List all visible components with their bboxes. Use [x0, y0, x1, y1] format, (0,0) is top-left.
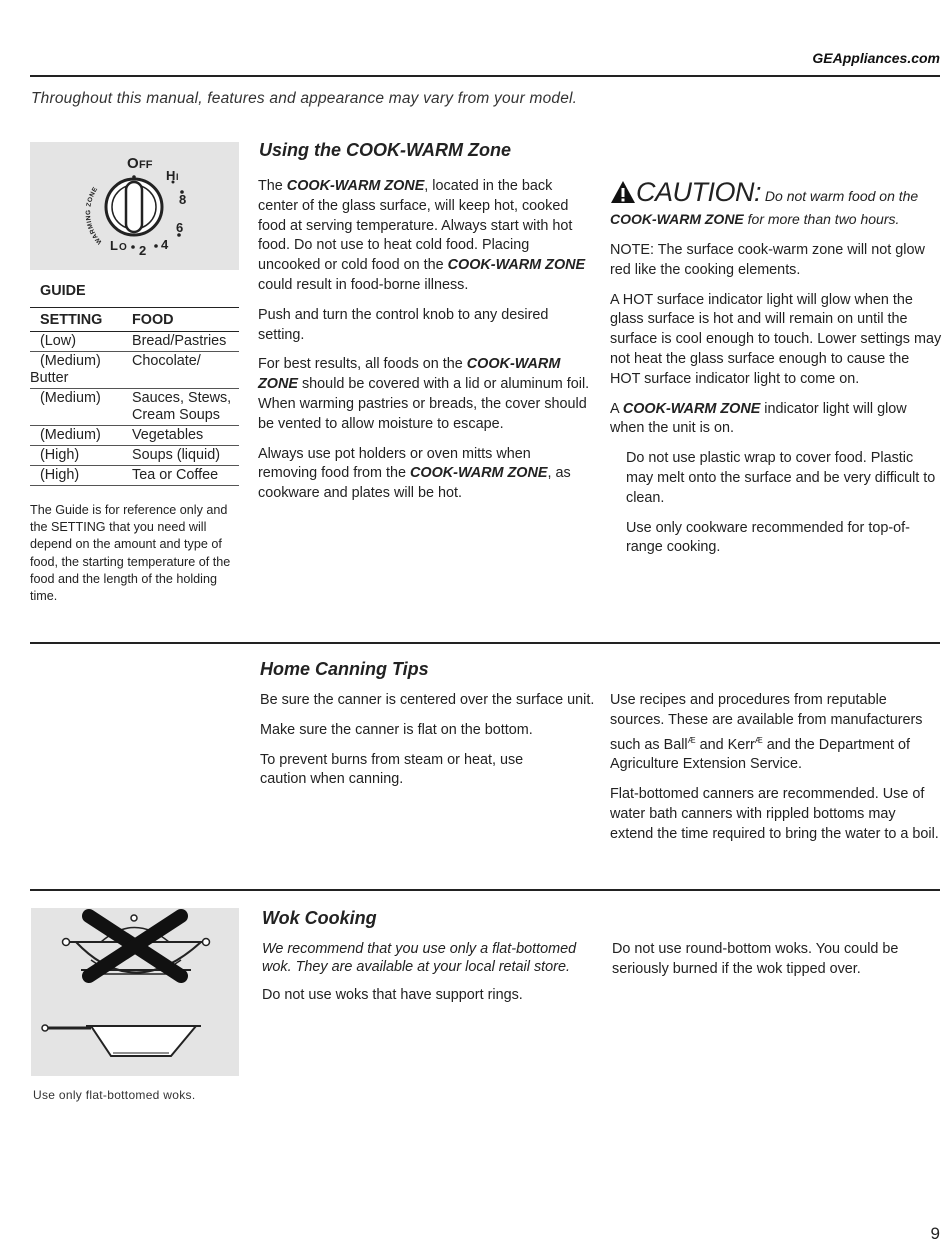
- table-row: [30, 466, 239, 486]
- food-cell: Bread/Pastries: [132, 332, 239, 352]
- canning-right-column: [610, 691, 942, 854]
- svg-text:L: L: [110, 238, 118, 253]
- svg-text:8: 8: [179, 192, 187, 207]
- table-row: [30, 446, 239, 466]
- cook-warm-column: [258, 177, 592, 514]
- table-row: [30, 426, 239, 446]
- svg-text:FF: FF: [139, 159, 153, 171]
- wok-right-column: [612, 940, 937, 990]
- food-cell: Vegetables: [132, 426, 239, 446]
- manual-subtitle: Throughout this manual, features and appearance may vary from your model.: [31, 90, 578, 107]
- wok-support-ring-warning: Do not use woks that have support rings.: [262, 987, 523, 1003]
- site-url: GEAppliances.com: [812, 50, 940, 66]
- svg-text:2: 2: [139, 243, 147, 258]
- setting-cell: (Medium): [40, 353, 101, 369]
- wok-round-bottom-warning: Do not use round-bottom woks. You could be seriously burned if the wok tipped over.: [612, 941, 899, 977]
- warning-triangle-icon: [610, 180, 636, 209]
- guide-col-setting: SETTING: [30, 308, 132, 332]
- wok-left-column: [262, 941, 592, 1016]
- canning-heading: Home Canning Tips: [260, 659, 429, 679]
- cook-warm-paragraph-4: Always use pot holders or oven mitts when removing food from the COOK-WARM ZONE, as cookware and plates will be hot.: [258, 445, 571, 502]
- guide-table: [30, 281, 239, 486]
- setting-cell: (High): [40, 467, 80, 483]
- cookware-recommendation: Use only cookware recommended for top-of-range cooking.: [626, 519, 910, 556]
- guide-note: The Guide is for reference only and the SETTING that you need will depend on the amount and type of food, the starting temperature of the food and the length of the holding time.: [30, 503, 231, 604]
- section-rule-2: [30, 889, 940, 891]
- setting-cell: (Low): [40, 333, 76, 349]
- wok-comparison-icon: [31, 908, 239, 1076]
- canning-tip-4: Use recipes and procedures from reputable sources. These are available from manufacturers such as Ball$^Æ$ and Kerr$^Æ$ and the Department of Agriculture Extension Service.: [610, 692, 923, 773]
- hot-indicator-paragraph: A HOT surface indicator light will glow when the glass surface is hot and will remain on until the surface is cool enough to touch. Lower settings may not heat the glass surface enough to cause the HOT surface indicator light to come on.: [610, 291, 942, 387]
- wok-illustration: [31, 908, 239, 1076]
- canning-tip-2: Make sure the canner is flat on the bottom.: [260, 721, 533, 738]
- plastic-wrap-warning: Do not use plastic wrap to cover food. Plastic may melt onto the surface and be very difficult to clean.: [626, 450, 936, 506]
- wok-caption: Use only flat-bottomed woks.: [33, 1088, 196, 1102]
- caution-column: [610, 177, 942, 568]
- caution-notice: CAUTION: Do not warm food on the COOK-WARM ZONE for more than two hours.: [610, 177, 919, 227]
- knob-illustration: [30, 142, 239, 270]
- wok-heading: Wok Cooking: [262, 908, 377, 928]
- control-knob-icon: [30, 142, 239, 270]
- table-row: [30, 389, 239, 426]
- cook-warm-paragraph-2: Push and turn the control knob to any desired setting.: [258, 306, 549, 343]
- caution-word: CAUTION:: [636, 177, 762, 207]
- canning-tip-3: To prevent burns from steam or heat, use caution when canning.: [260, 751, 524, 788]
- table-row: [30, 352, 239, 389]
- setting-cell: (Medium): [40, 390, 101, 406]
- zone-indicator-paragraph: A COOK-WARM ZONE indicator light will glow when the unit is on.: [610, 400, 907, 437]
- food-cell-line2: Cream Soups: [132, 407, 220, 423]
- header-rule: [30, 75, 940, 77]
- canning-left-column: [260, 691, 595, 800]
- canning-tip-1: Be sure the canner is centered over the surface unit.: [260, 692, 595, 708]
- caution-note: NOTE: The surface cook-warm zone will not glow red like the cooking elements.: [610, 242, 925, 278]
- setting-cell: (High): [40, 447, 80, 463]
- wok-recommendation: We recommend that you use only a flat-bottomed wok. They are available at your local retail store.: [262, 941, 577, 975]
- svg-text:H: H: [166, 168, 176, 183]
- svg-text:I: I: [176, 172, 179, 182]
- page-number: 9: [930, 1224, 940, 1243]
- svg-text:O: O: [127, 155, 139, 172]
- food-cell: Soups (liquid): [132, 446, 239, 466]
- guide-title: GUIDE: [30, 281, 239, 308]
- section-rule-1: [30, 642, 940, 644]
- setting-cell-overflow: Butter: [30, 370, 69, 386]
- svg-text:6: 6: [176, 220, 184, 235]
- cook-warm-heading: Using the COOK-WARM Zone: [259, 140, 511, 160]
- svg-text:O: O: [119, 242, 127, 253]
- setting-cell: (Medium): [40, 427, 101, 443]
- svg-text:4: 4: [161, 237, 169, 252]
- guide-col-food: FOOD: [132, 308, 239, 332]
- food-cell: Chocolate/: [132, 352, 239, 389]
- canning-tip-5: Flat-bottomed canners are recommended. Use of water bath canners with rippled bottoms may extend the time required to bring the water to a boil.: [610, 785, 939, 842]
- food-cell: Tea or Coffee: [132, 466, 239, 486]
- food-cell: Sauces, Stews,: [132, 390, 232, 406]
- table-row: [30, 332, 239, 352]
- cook-warm-paragraph-1: The COOK-WARM ZONE, located in the back center of the glass surface, will keep hot, cooked food at serving temperature. Always start with hot food. Do not use to heat cold food. Placing uncooked or cold food on the COOK-WARM ZONE could result in food-borne illness.: [258, 178, 586, 293]
- svg-text:WARMING ZONE: WARMING ZONE: [85, 185, 104, 246]
- cook-warm-paragraph-3: For best results, all foods on the COOK-WARM ZONE should be covered with a lid or aluminum foil. When warming pastries or breads, the cover should be vented to allow moisture to escape.: [258, 356, 590, 432]
